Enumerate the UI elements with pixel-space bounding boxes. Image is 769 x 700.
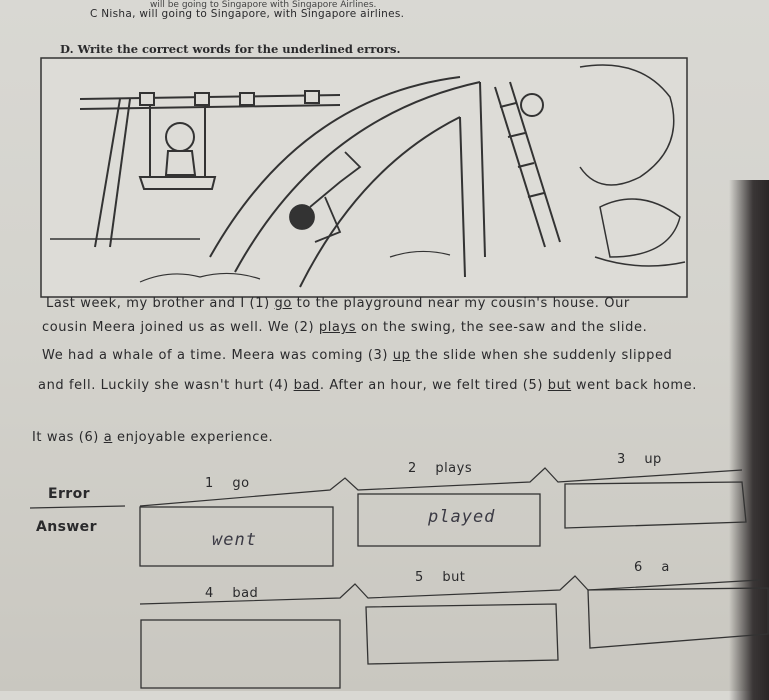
- error-item-5: 5 but: [415, 570, 466, 585]
- error-item-4: 4 bad: [205, 586, 259, 601]
- passage-line-2: cousin Meera joined us as well. We (2) plays on the swing, the see-saw and the slide.: [42, 320, 648, 335]
- error-word-6: a: [103, 430, 113, 445]
- error-item-1: 1 go: [205, 476, 250, 491]
- answer-box-4: [141, 620, 340, 688]
- error-word-5: but: [547, 378, 572, 393]
- section-title: D. Write the correct words for the underlined errors.: [60, 42, 401, 56]
- error-word-2: plays: [318, 320, 357, 335]
- error-label: Error: [48, 486, 90, 502]
- answer-text-1[interactable]: went: [212, 530, 257, 550]
- passage-line-5: It was (6) a enjoyable experience.: [32, 430, 274, 445]
- answer-box-6: [588, 588, 768, 648]
- answer-box-3: [565, 482, 746, 528]
- passage-line-4: and fell. Luckily she wasn't hurt (4) bad. After an hour, we felt tired (5) but went back home.: [38, 378, 697, 393]
- previous-option-c: C Nisha, will going to Singapore, with Singapore airlines.: [90, 8, 405, 20]
- answer-text-2[interactable]: played: [428, 507, 496, 527]
- passage-line-1: Last week, my brother and I (1) go to the playground near my cousin's house. Our: [46, 296, 630, 311]
- error-item-6: 6 a: [634, 560, 670, 575]
- passage-line-3: We had a whale of a time. Meera was coming (3) up the slide when she suddenly slipped: [42, 348, 673, 363]
- error-word-3: up: [392, 348, 411, 363]
- error-word-4: bad: [293, 378, 320, 393]
- previous-answer-line: will be going to Singapore with Singapore Airlines.: [150, 0, 377, 10]
- error-item-2: 2 plays: [408, 461, 473, 476]
- answer-label: Answer: [36, 519, 97, 535]
- answer-box-5: [366, 604, 558, 664]
- error-item-3: 3 up: [617, 452, 662, 467]
- error-word-1: go: [274, 296, 292, 311]
